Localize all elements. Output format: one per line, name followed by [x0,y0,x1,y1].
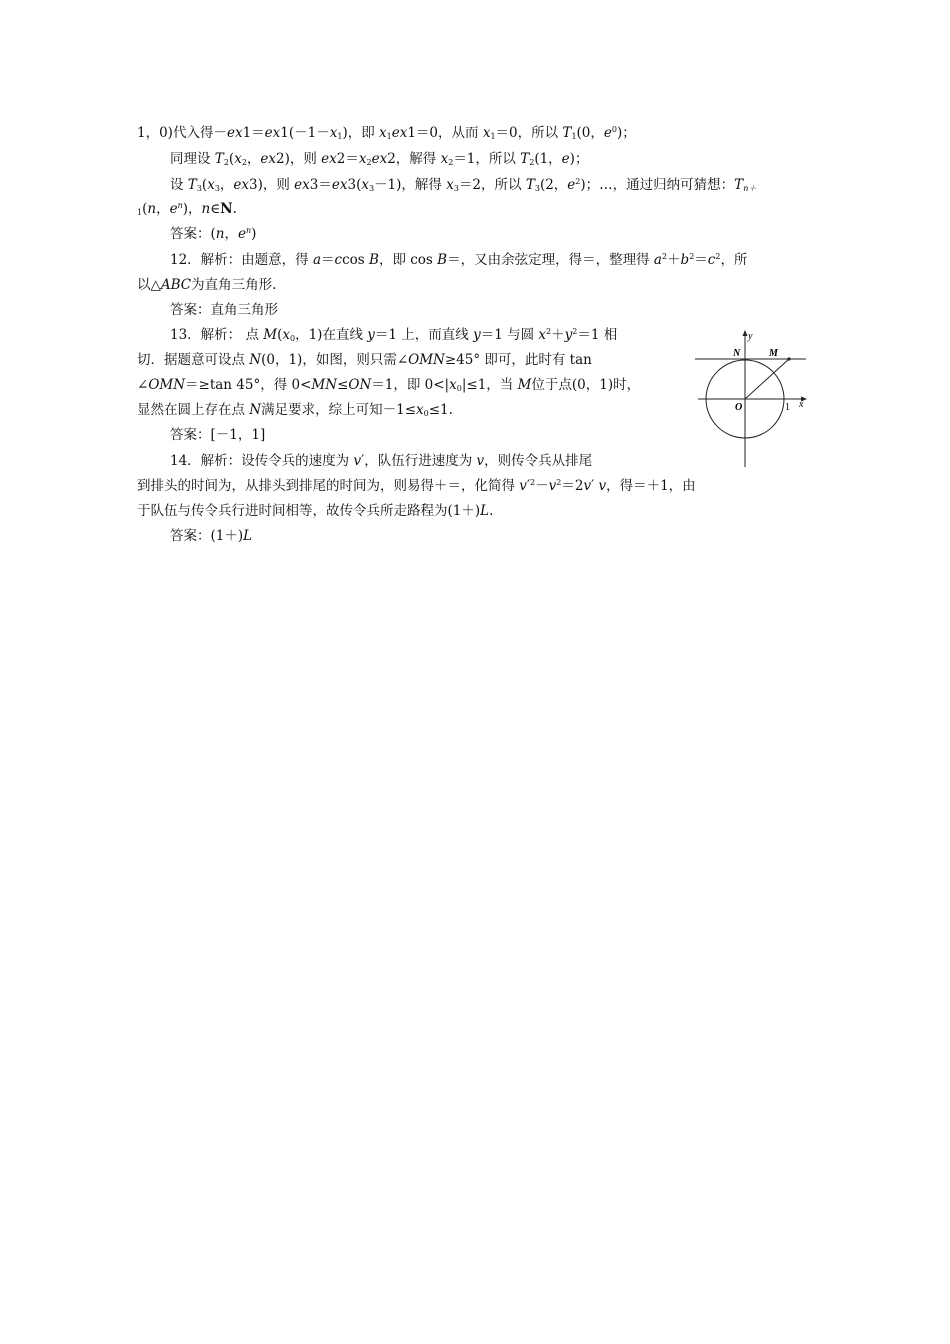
solution-14-line-2: 到排头的时间为，从排头到排尾的时间为，则易得＋＝，化简得 $v'^2-v^2=2v'$ v，得＝＋1，由 [137,478,696,494]
answer-11: 答案：(n，$e^n$) [170,226,257,242]
solution-13-line-2: 切．据题意可设点 N(0，1)，如图，则只需∠OMN≥45° 即可，此时有 tan [137,352,592,368]
x-axis-label: x [799,399,804,410]
answer-13: 答案：[－1，1] [170,427,266,443]
solution-12-line-2: 以△ABC为直角三角形. [137,277,277,293]
point-m [787,357,790,360]
solution-14-line-1: 14．解析：设传令兵的速度为 v′，队伍行进速度为 v，则传令兵从排尾 [170,453,593,469]
label-n: N [733,348,741,359]
y-axis-label: y [748,331,753,342]
solution-13-line-1: 13．解析： 点 $M(x_0$，1)在直线 y＝1 上，而直线 y＝1 与圆 $x^2+y^2=1$ 相 [170,327,618,343]
answer-14: 答案：(1＋)L [170,528,253,544]
circle-tangent-figure [693,327,808,470]
y-axis-arrow-icon [743,330,748,336]
solution-11-line-2: 同理设 $T_2(x_2$，ex2)，则 $ex2=x_2ex2$，解得 $x_2=1$，所以 $T_2(1$，e)； [170,151,589,167]
solution-14-line-3: 于队伍与传令兵行进时间相等，故传令兵所走路程为(1＋)L. [137,503,494,519]
solution-12-line-1: 12．解析：由题意，得 a＝ccos B，即 cos B＝，又由余弦定理，得＝，整理得 $a^2+b^2=c^2$，所 [170,252,748,268]
solution-11-line-4: $_1$(n，$e^n$)，n∈N. [137,201,237,217]
segment-om [745,359,789,399]
label-o: O [735,402,743,413]
solution-11-line-1: 1，0)代入得$-ex1=ex1(-1-x_1)$，即 $x_1ex1=0$，从而 $x_1=0$，所以 $T_1(0$，$e^0$)； [137,125,636,141]
solution-13-line-3: ∠OMN＝≥tan 45°，得 0<MN≤ON＝1，即 $0<|x_0|\le 1$，当 M位于点(0，1)时， [137,377,641,393]
answer-12: 答案：直角三角形 [170,302,278,318]
solution-11-line-3: 设 $T_3(x_3$，ex3)，则 $ex3=ex3(x_3-1)$，解得 $x_3=2$，所以 $T_3(2$，$e^2$)；…，通过归纳可猜想：$T_{n+}$ [170,177,757,193]
label-one: 1 [785,402,790,413]
solution-13-line-4: 显然在圆上存在点 N满足要求，综上可知$-1\le x_0\le 1$. [137,402,453,418]
label-m: M [769,348,778,359]
